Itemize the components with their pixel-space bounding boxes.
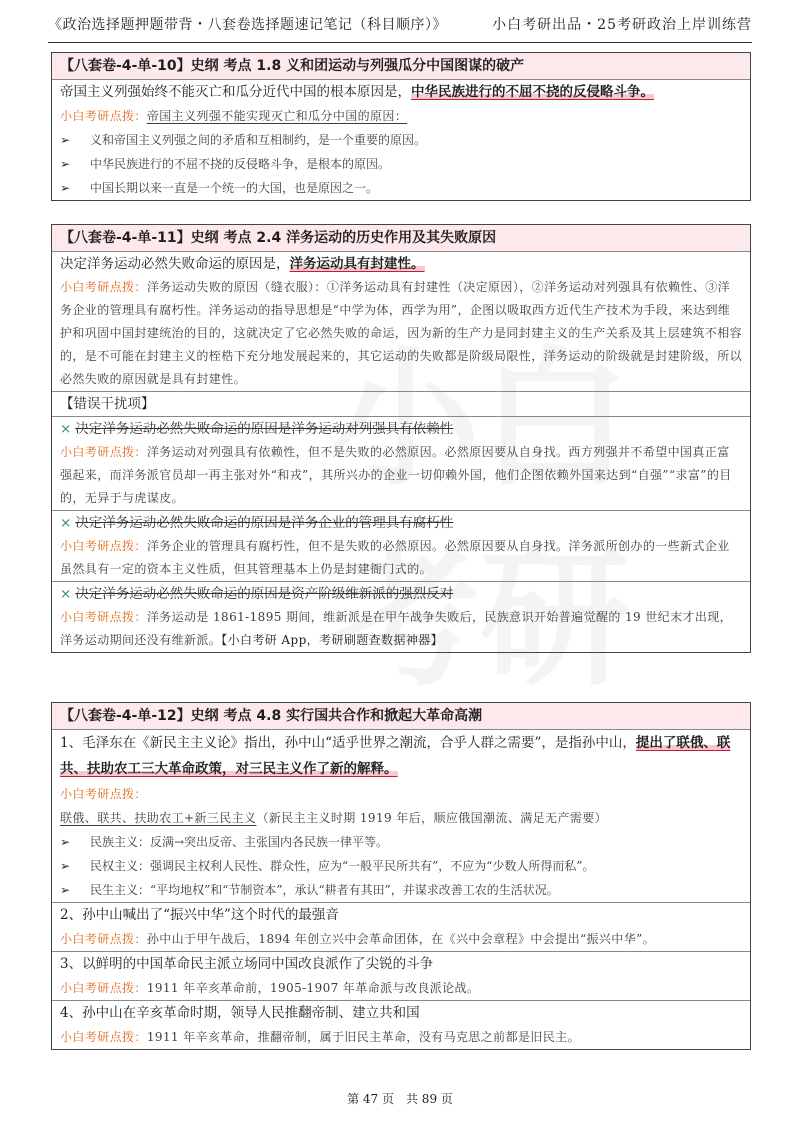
tip-text: 1911 年辛亥革命，推翻帝制，属于旧民主革命，没有马克思之前都是旧民主。 [146, 1030, 580, 1044]
wrong-mark-icon: × [60, 586, 72, 602]
section-box-3 [51, 702, 751, 1050]
arrow-bullet-icon: ➢ [60, 181, 71, 195]
tip-text: 洋务企业的管理具有腐朽性，但不是失败的必然原因。必然原因要从自身找。洋务派所创办的一些新式企业虽然具有一定的资本主义性质，但其管理基本上仍是封建衙门式的。 [60, 539, 730, 576]
tip-paragraph [52, 276, 750, 391]
promo-text: 【小白考研 App，考研刷题查数据神器】 [221, 633, 444, 647]
tip-text: 洋务运动对列强具有依赖性，但不是失败的必然原因。必然原因要从自身找。西方列强并不希望中国真正富强起来，而洋务派官员却一再主张对外“和戎”，其所兴办的企业一切仰赖外国，他们企图依赖外国来达到“自强”“求富”的目的，无异于与虎谋皮。 [60, 445, 732, 505]
sub-question: 4、孙中山在辛亥革命时期，领导人民推翻帝制、建立共和国 [60, 1005, 420, 1021]
tip-label: 小白考研点拨： [60, 445, 147, 459]
tip-line [52, 1025, 750, 1049]
tip-line [52, 104, 750, 128]
section-title: 【八套卷-4-单-11】史纲 考点 2.4 洋务运动的历史作用及其失败原因 [52, 225, 750, 252]
section-box-2 [51, 224, 751, 653]
bullet-item [52, 830, 750, 854]
formula-text: 联俄、联共、扶助农工+新三民主义 [60, 811, 257, 825]
tip-label: 小白考研点拨： [60, 610, 147, 624]
sub-question: 3、以鲜明的中国革命民主派立场同中国改良派作了尖锐的斗争 [60, 956, 434, 972]
tip-text: 洋务运动失败的原因（缝衣服）：①洋务运动具有封建性（决定原因），②洋务运动对列强具有依赖性、③洋务企业的管理具有腐朽性。洋务运动的指导思想是“中学为体，西学为用”，企图以吸取西方近代生产技术为手段，来达到维护和巩固中国封建统治的目的，这就决定了它必然失败的命运，因为新的生产力是同封建主义的生产关系及其上层建筑不相容的，是不可能在封建主义的桎梏下充分地发展起来的，其它运动的失败都是阶级局限性，洋务运动的阶级就是封建阶级，所以必然失败的原因就是具有封建性。 [60, 280, 743, 386]
bullet-item [52, 176, 750, 200]
answer-highlight: 联共、扶助农工三大革命政策，对三民主义作了新的解释。 [60, 735, 731, 777]
bullet-item [52, 878, 750, 902]
question-text: 决定洋务运动必然失败命运的原因是， [60, 256, 290, 272]
bullet-item [52, 128, 750, 152]
tip-text: 1911 年辛亥革命前，1905-1907 年革命派与改良派论战。 [146, 981, 480, 995]
answer-highlight: 中华民族进行的不屈不挠的反侵略斗争。 [411, 84, 654, 100]
wrong-mark-icon: × [60, 515, 72, 531]
distractor-text: 决定洋务运动必然失败命运的原因是资产阶级维新派的强烈反对 [75, 586, 454, 602]
arrow-bullet-icon: ➢ [60, 835, 71, 849]
formula-line [52, 806, 750, 830]
question-line [52, 80, 750, 104]
distractor-header: 【错误干扰项】 [52, 391, 750, 416]
tip-label: 小白考研点拨： [60, 787, 147, 801]
section-box-1 [51, 52, 751, 201]
bullet-text: 民权主义：强调民主权利人民性、群众性，应为“一般平民所共有”，不应为“少数人所得而私”。 [90, 859, 595, 873]
bullet-text: 义和帝国主义列强之间的矛盾和互相制约，是一个重要的原因。 [90, 133, 427, 147]
distractor-text: 决定洋务运动必然失败命运的原因是洋务企业的管理具有腐朽性 [75, 515, 454, 531]
page-number: 第 47 页 共 89 页 [347, 1092, 453, 1106]
distractor-block [52, 510, 750, 581]
distractor-tip [52, 535, 750, 581]
section-title: 【八套卷-4-单-12】史纲 考点 4.8 实行国共合作和掀起大革命高潮 [52, 703, 750, 730]
bullet-text: 民生主义：“平均地权”和“节制资本”，承认“耕者有其田”，并谋求改善工农的生活状况。 [90, 883, 559, 897]
tip-text: 洋务运动是 1861-1895 期间，维新派是在甲午战争失败后，民族意识开始普遍觉醒的 19 世纪末才出现，洋务运动期间还没有维新派。 [60, 610, 733, 647]
distractor-block [52, 416, 750, 510]
tip-text: 孙中山于甲午战后，1894 年创立兴中会革命团体，在《兴中会章程》中会提出“振兴中华”。 [146, 932, 656, 946]
tip-line [52, 976, 750, 1000]
sub-question-block [52, 902, 750, 951]
wrong-mark-icon: × [60, 421, 72, 437]
page-header [48, 12, 752, 43]
tip-label: 小白考研点拨： [60, 932, 147, 946]
distractor-option [52, 417, 750, 441]
sub-question-block [52, 951, 750, 1000]
tip-line [52, 782, 750, 806]
tip-line [52, 927, 750, 951]
bullet-text: 中国长期以来一直是一个统一的大国，也是原因之一。 [90, 181, 379, 195]
bullet-text: 民族主义：反满→突出反帝、主张国内各民族一律平等。 [90, 835, 389, 849]
section-title: 【八套卷-4-单-10】史纲 考点 1.8 义和团运动与列强瓜分中国图谋的破产 [52, 53, 750, 80]
distractor-tip [52, 441, 750, 510]
arrow-bullet-icon: ➢ [60, 133, 71, 147]
question-text: 帝国主义列强始终不能灭亡和瓜分近代中国的根本原因是， [60, 84, 411, 100]
header-brand: 小白考研出品・25考研政治上岸训练营 [492, 17, 752, 33]
tip-label: 小白考研点拨： [60, 109, 147, 123]
distractor-block [52, 581, 750, 652]
arrow-bullet-icon: ➢ [60, 859, 71, 873]
answer-highlight: 洋务运动具有封建性。 [289, 256, 425, 272]
tip-text: 帝国主义列强不能实现灭亡和瓜分中国的原因： [146, 109, 408, 123]
tip-label: 小白考研点拨： [60, 981, 147, 995]
arrow-bullet-icon: ➢ [60, 883, 71, 897]
bullet-text: 中华民族进行的不屈不挠的反侵略斗争，是根本的原因。 [90, 157, 391, 171]
answer-highlight: 提出了联俄、 [635, 735, 717, 751]
header-title: 《政治选择题押题带背・八套卷选择题速记笔记（科目顺序）》 [48, 17, 447, 33]
distractor-text: 决定洋务运动必然失败命运的原因是洋务运动对列强具有依赖性 [75, 421, 454, 437]
distractor-option [52, 582, 750, 606]
sub-question-block [52, 1000, 750, 1049]
arrow-bullet-icon: ➢ [60, 157, 71, 171]
tip-label: 小白考研点拨： [60, 280, 147, 294]
formula-note: （新民主主义时期 1919 年后，顺应俄国潮流、满足无产需要） [256, 811, 608, 825]
question-text: 1、毛泽东在《新民主主义论》指出，孙中山“适乎世界之潮流，合乎人群之需要”，是指孙中山， [60, 735, 636, 751]
sub-question: 2、孙中山喊出了“振兴中华”这个时代的最强音 [60, 907, 339, 923]
distractor-tip [52, 606, 750, 652]
tip-label: 小白考研点拨： [60, 539, 147, 553]
question-line [52, 252, 750, 276]
tip-label: 小白考研点拨： [60, 1030, 147, 1044]
distractor-option [52, 511, 750, 535]
bullet-item [52, 854, 750, 878]
bullet-item [52, 152, 750, 176]
question-line [52, 730, 750, 782]
